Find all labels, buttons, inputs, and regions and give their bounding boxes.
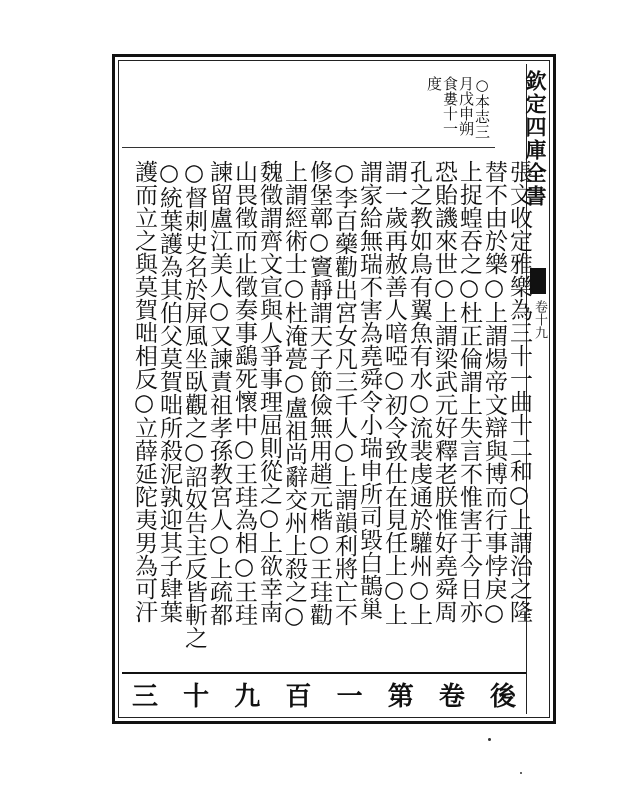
ink-speck [520,772,522,774]
footer-char-8: 三 [132,681,159,712]
text-column-14: ○督刺史名於屏風坐臥觀之○詔奴告主反皆斬之 [181,160,207,649]
footer-char-6: 九 [234,681,261,712]
annotation-line-1: ○本志三 [473,76,491,139]
book-title: 欽定四庫全書 [523,70,548,208]
text-column-9: 修堡鄣○竇靜謂天子節儉無用趙元楷○王珪勸 [306,160,332,626]
footer-char-4: 一 [336,681,363,712]
volume-label: 卷十九 [532,300,547,339]
text-column-4: 恐貽譏來世○上謂梁武元好釋老朕惟好堯舜周 [431,160,457,623]
text-column-3: 上捉蝗吞之○杜正倫謂上失言不惟害于今日亦 [456,160,482,623]
text-column-15: ○統葉護為其伯父莫賀咄所殺泥孰迎其子肆葉 [156,160,182,623]
annotation-line-2: 月戊申朔 [457,76,475,136]
footer-char-3: 第 [387,681,414,712]
text-column-8: ○李百藥勸出宮女凡三千人○上謂韻利將亡不 [331,160,357,626]
text-column-2: 替不由於樂○上謂煬帝文辯與博而行事悖戾○ [481,160,507,626]
ink-speck [488,738,491,741]
chapter-footer [122,672,526,714]
annotation-line-3: 食婁十一 [441,76,459,136]
text-column-12: 山畏徵而止徵奏事鷂死懷中○王珪為相○王珪 [231,160,257,626]
text-column-10: 上謂經術士○杜淹甍○盧祖尚辭交州上殺之○ [281,160,307,629]
text-column-5: 孔之教如鳥有翼魚有水○流裴虔通於驩州○上 [406,160,432,626]
text-column-6: 謂一歲再赦善人喑啞○初令致仕在見任上○上 [381,160,407,626]
text-column-11: 魏徵謂齊文宣與人爭事理屈則從之○上欲幸南 [256,160,282,623]
footer-char-7: 十 [183,681,210,712]
footer-char-2: 卷 [438,681,465,712]
fish-tail-mark [530,268,546,294]
footer-char-5: 百 [285,681,312,712]
text-column-16: 護而立之與莫賀咄相反○立薛延陀夷男為可汗 [131,160,157,623]
footer-char-1: 後 [489,681,516,712]
text-column-1: 張文收定雅樂為三十一曲十二和○上謂治之隆 [506,160,532,623]
annotation-line-4: 度 [425,76,443,91]
text-column-13: 諫留盧江美人○又諫責祖孝孫教宮人○上疏都 [206,160,232,626]
text-column-7: 謂家給無瑞不害為堯舜令小瑞申所司毀白鵲巢 [356,160,382,620]
